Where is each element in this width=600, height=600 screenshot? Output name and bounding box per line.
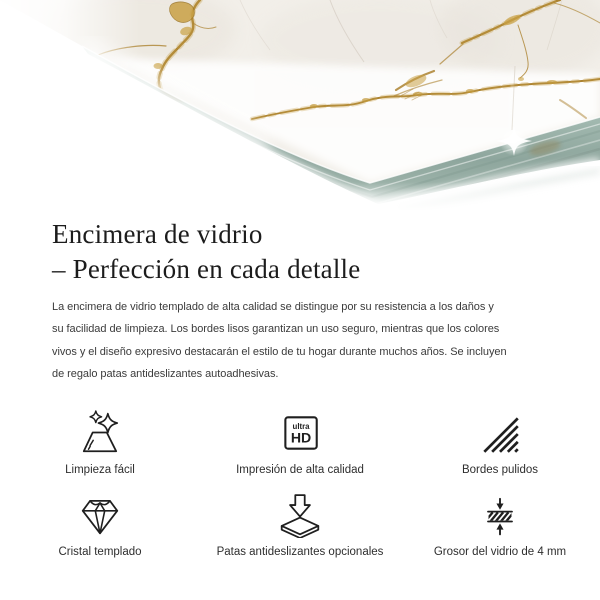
feature-label: Cristal templado (58, 545, 142, 558)
title-line-2: – Perfección en cada detalle (52, 254, 361, 284)
description-line: vivos y el diseño expresivo destacarán el estilo de tu hogar durante muchos años. Se incluyen (52, 345, 507, 358)
product-description (52, 296, 600, 386)
feature-label: Limpieza fácil (65, 463, 135, 476)
feature-easy-cleaning (0, 410, 200, 476)
feature-print-quality (200, 410, 400, 476)
feature-label: Patas antideslizantes opcionales (216, 545, 384, 558)
ultra-hd-badge-icon (277, 410, 323, 456)
description-line: La encimera de vidrio templado de alta calidad se distingue por su resistencia a los daños y (52, 301, 494, 313)
feature-anti-slip-pads (200, 492, 400, 558)
sparkle-clean-surface-icon (77, 410, 123, 456)
feature-glass-thickness (400, 492, 600, 558)
feature-tempered-glass (0, 492, 200, 558)
ultra-hd-text-top: ultra (292, 421, 310, 431)
description-line: de regalo patas antideslizantes autoadhesivas. (52, 368, 279, 381)
feature-grid (0, 410, 600, 558)
diamond-tempered-glass-icon (77, 492, 123, 538)
feature-label: Impresión de alta calidad (236, 463, 364, 476)
glass-countertop-illustration (0, 0, 600, 210)
title-line-1: Encimera de vidrio (52, 219, 263, 249)
polished-edges-icon (477, 410, 523, 456)
feature-label: Grosor del vidrio de 4 mm (433, 545, 567, 558)
feature-label: Bordes pulidos (461, 463, 539, 476)
product-hero-image (0, 0, 600, 210)
description-line: su facilidad de limpieza. Los bordes lisos garantizan un uso seguro, mientras que los colores (52, 323, 500, 336)
page-title (52, 217, 600, 287)
anti-slip-pads-icon (277, 492, 323, 538)
ultra-hd-text-bottom: HD (290, 429, 312, 446)
feature-polished-edges (400, 410, 600, 476)
glass-thickness-icon (477, 492, 523, 538)
